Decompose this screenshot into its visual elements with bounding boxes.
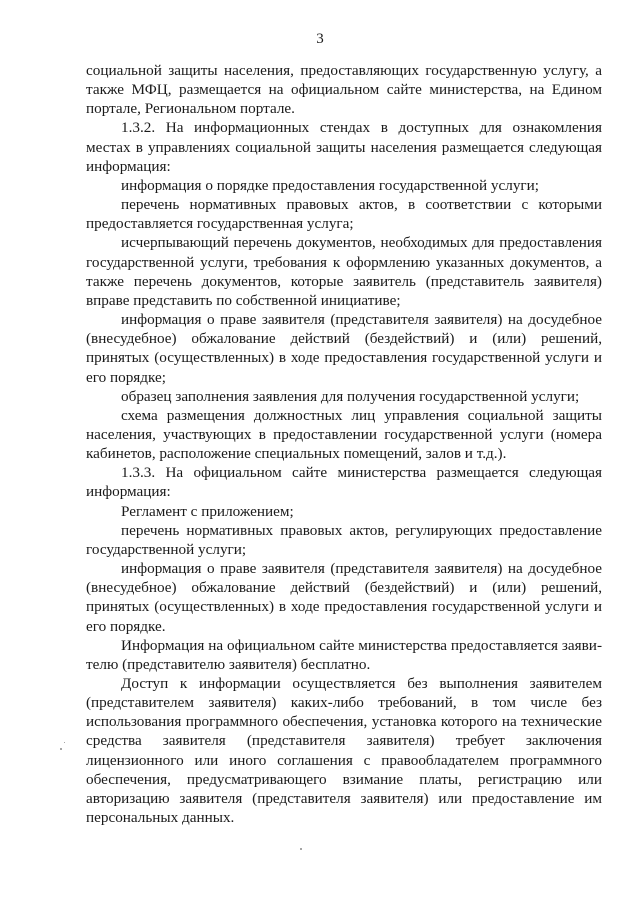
paragraph-continuation: социальной защиты населения, предоставляющих государственную услугу, а также МФЦ, размещается на официальном сайте министерства, на Едином портале, Региональном портале. (86, 62, 602, 118)
list-item-legal-acts: перечень нормативных правовых актов, в соответствии с которыми предоставляется государственная услуга; (86, 196, 602, 233)
scan-speck (64, 742, 65, 743)
list-item-appeal-rights-site: информация о праве заявителя (представителя заявителя) на досудебное (внесудебное) обжалование действий (бездействий) и (или) решений, принятых (осуществленных) в ходе предоставления государственной услуги и его порядке. (86, 560, 602, 635)
list-item-officials-scheme: схема размещения должностных лиц управления социальной защиты населения, участвующих в предоставлении государственной услуги (номера кабинетов, расположение специальных помещений, залов и т.д.). (86, 406, 602, 463)
list-item-regulating-acts: перечень нормативных правовых актов, регулирующих предоставление государственной услуги; (86, 521, 602, 558)
scan-speck (60, 748, 62, 750)
list-item-documents-list: исчерпывающий перечень документов, необходимых для предоставления государственной услуги, требования к оформлению указанных документов, а также перечень документов, которые заявитель (представитель заявителя) вправе представить по собственной инициативе; (86, 234, 602, 309)
list-item-application-sample: образец заполнения заявления для получения государственной услуги; (121, 387, 580, 405)
document-body (86, 61, 602, 827)
page-number: 3 (316, 31, 324, 47)
list-item-appeal-rights: информация о праве заявителя (представителя заявителя) на досудебное (внесудебное) обжалование действий (бездействий) и (или) решений, принятых (осуществленных) в ходе предоставления государственной услуги и его порядке; (86, 311, 602, 386)
paragraph-1-3-3: 1.3.3. На официальном сайте министерства размещается следующая информация: (86, 464, 602, 501)
list-item-regulation: Регламент с приложением; (121, 502, 294, 520)
paragraph-access-terms: Доступ к информации осуществляется без выполнения заявителем (представителем заявителя) каких-либо требований, в том числе без использования программного обеспечения, установка которого на технические средства заявителя (представителя заявителя) требует заключения лицензионного или иного соглашения с правообладателем программного обеспечения, предусматривающего взимание платы, регистрацию или авторизацию заявителя (представителя заявителя) или предоставление им персональных данных. (86, 675, 602, 827)
paragraph-free-info: Информация на официальном сайте министерства предоставляется заявителю (представителю заявителя) бесплатно. (86, 636, 602, 673)
list-item-procedure-info: информация о порядке предоставления государственной услуги; (121, 176, 540, 194)
paragraph-1-3-2: 1.3.2. На информационных стендах в доступных для ознакомления местах в управлениях социальной защиты населения размещается следующая информация: (86, 119, 602, 175)
scan-speck (300, 848, 302, 850)
